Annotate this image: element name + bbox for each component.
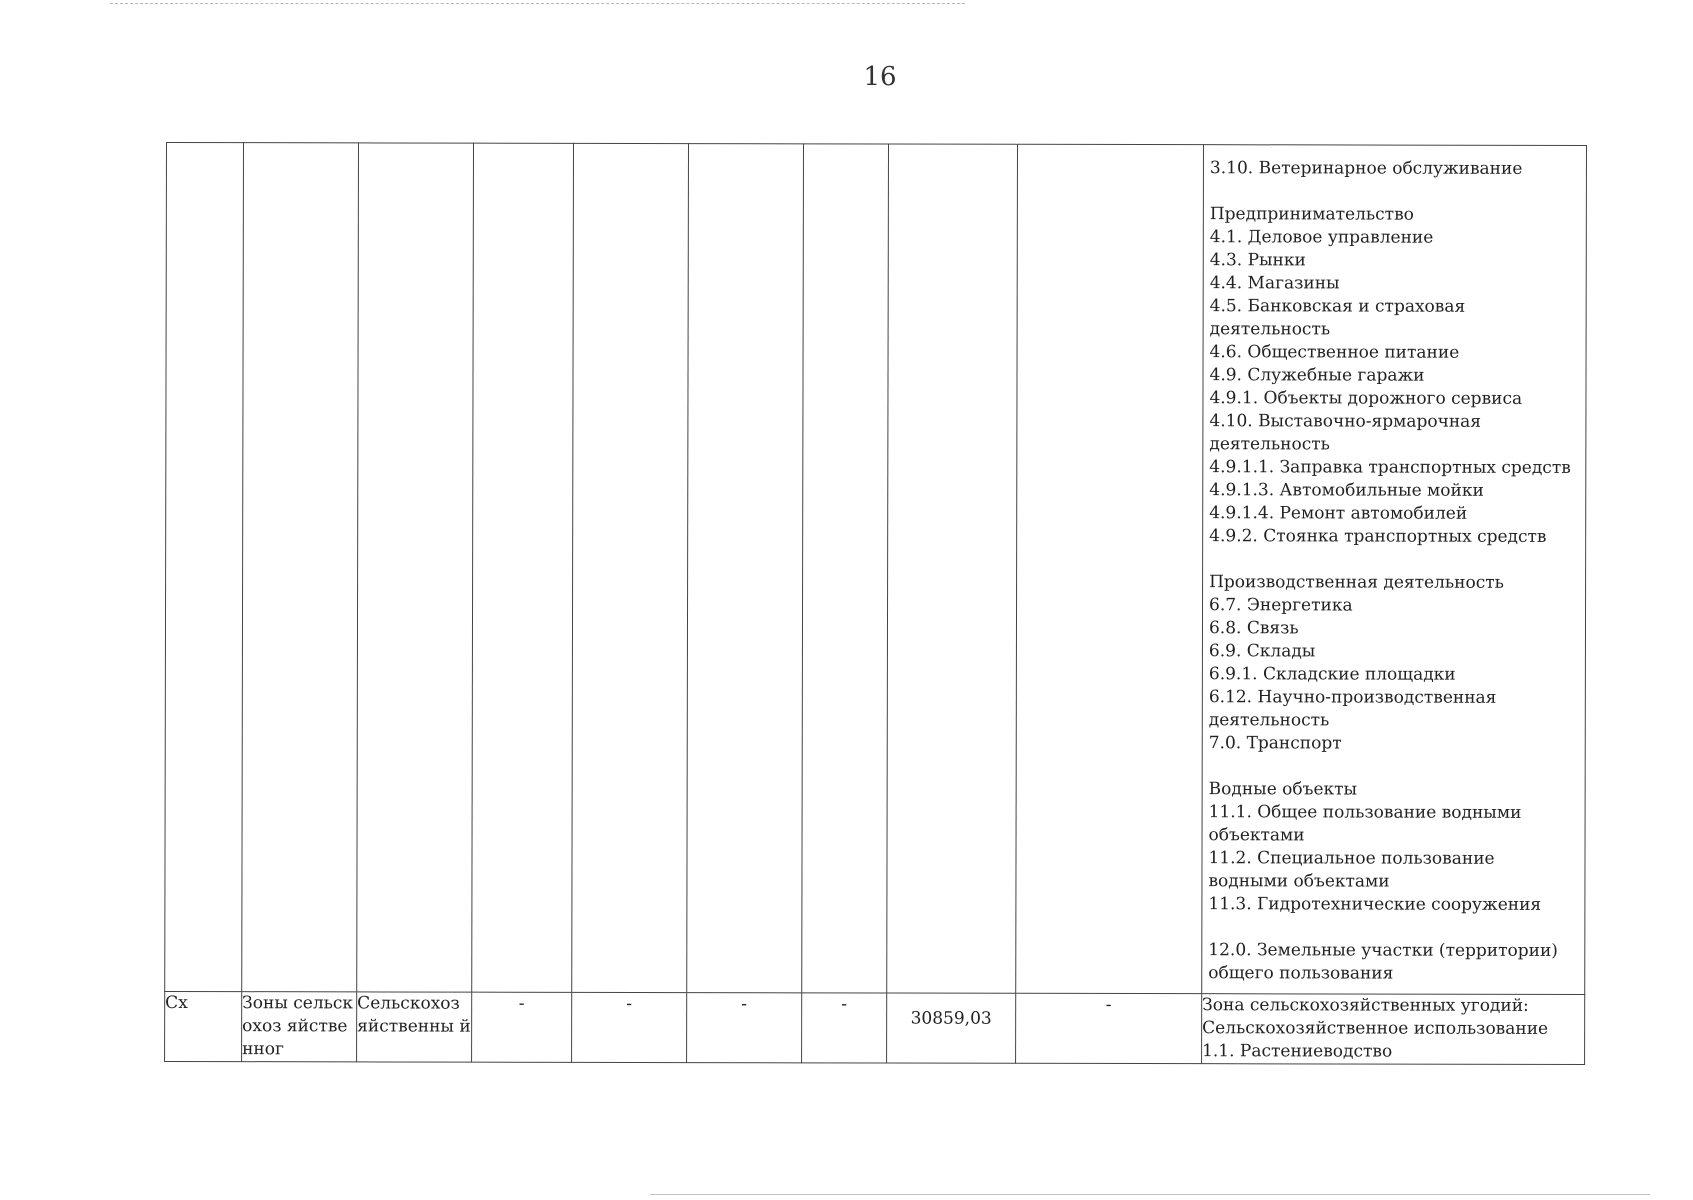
table-row-continued bbox=[165, 143, 1587, 995]
table-cell-name bbox=[242, 143, 359, 992]
use-line: 11.1. Общее пользование водными объектами bbox=[1208, 802, 1522, 846]
use-group-water bbox=[1208, 778, 1576, 917]
use-group-public-land bbox=[1208, 939, 1576, 986]
table-cell-dash: - bbox=[1016, 993, 1202, 1063]
use-group-production bbox=[1209, 571, 1577, 756]
use-line: 4.9. Служебные гаражи bbox=[1209, 365, 1425, 386]
use-line: 6.9.1. Складские площадки bbox=[1208, 664, 1456, 685]
table-cell bbox=[802, 144, 889, 993]
use-line: 4.9.1.3. Автомобильные мойки bbox=[1209, 480, 1484, 501]
table-cell-permitted-uses bbox=[1202, 994, 1585, 1065]
use-line: 6.8. Связь bbox=[1208, 618, 1299, 639]
table-cell bbox=[572, 143, 689, 992]
use-line: 6.7. Энергетика bbox=[1209, 595, 1353, 616]
use-line: Зона сельскохозяйственных угодий: bbox=[1202, 995, 1529, 1016]
use-line: 11.3. Гидротехнические сооружения bbox=[1208, 894, 1542, 915]
scan-edge-bottom bbox=[650, 1194, 1650, 1195]
use-line: 4.9.1. Объекты дорожного сервиса bbox=[1209, 388, 1523, 409]
use-line: 12.0. Земельные участки (территории) общего пользования bbox=[1208, 940, 1558, 984]
use-group-business bbox=[1209, 203, 1578, 549]
use-group-title: Предпринимательство bbox=[1209, 204, 1414, 225]
table-cell-type: Сельскохоз яйственны й bbox=[357, 992, 472, 1062]
use-line: 4.9.1.4. Ремонт автомобилей bbox=[1209, 503, 1468, 524]
use-line: 6.9. Склады bbox=[1208, 641, 1316, 662]
table-cell-name: Зоны сельскохоз яйственног bbox=[242, 992, 357, 1062]
use-group-vet bbox=[1210, 157, 1578, 181]
table-cell-permitted-uses bbox=[1202, 145, 1587, 995]
use-line: 4.9.1.1. Заправка транспортных средств bbox=[1209, 457, 1571, 478]
use-line: 3.10. Ветеринарное обслуживание bbox=[1209, 158, 1523, 179]
use-line: 4.4. Магазины bbox=[1209, 273, 1340, 294]
table-cell-dash: - bbox=[572, 992, 687, 1062]
table-cell-dash: - bbox=[472, 992, 572, 1062]
use-line: 4.1. Деловое управление bbox=[1209, 227, 1434, 248]
table-cell bbox=[1016, 144, 1204, 993]
table-cell-code: Сх bbox=[165, 991, 242, 1061]
use-line: 11.2. Специальное пользование водными объектами bbox=[1208, 848, 1495, 892]
use-line: 4.3. Рынки bbox=[1209, 250, 1306, 271]
page-number: 16 bbox=[863, 62, 897, 92]
table-cell-code bbox=[165, 143, 244, 992]
table-cell bbox=[472, 143, 574, 992]
use-line: 6.12. Научно-производственная деятельность bbox=[1208, 687, 1497, 731]
use-group-title: Водные объекты bbox=[1208, 779, 1358, 800]
table-cell-dash: - bbox=[687, 993, 802, 1063]
use-line: 4.6. Общественное питание bbox=[1209, 342, 1460, 363]
table-cell-area bbox=[887, 144, 1018, 993]
use-line: 7.0. Транспорт bbox=[1208, 733, 1342, 754]
use-line: 1.1. Растениеводство bbox=[1202, 1041, 1393, 1062]
table-cell bbox=[687, 144, 804, 993]
table-row-agricultural-zone bbox=[165, 991, 1585, 1064]
scan-edge-top bbox=[110, 3, 965, 4]
use-line: Сельскохозяйственное использование bbox=[1202, 1018, 1549, 1039]
use-line: 4.5. Банковская и страховая деятельность bbox=[1209, 296, 1466, 340]
use-line: 4.9.2. Стоянка транспортных средств bbox=[1209, 526, 1547, 547]
table-cell-type bbox=[357, 143, 474, 992]
use-group-title: Производственная деятельность bbox=[1209, 572, 1504, 593]
table-cell-area: 30859,03 bbox=[887, 993, 1016, 1063]
table-cell-dash: - bbox=[802, 993, 887, 1063]
zones-table bbox=[164, 142, 1587, 1065]
use-line: 4.10. Выставочно-ярмарочная деятельность bbox=[1209, 411, 1482, 455]
